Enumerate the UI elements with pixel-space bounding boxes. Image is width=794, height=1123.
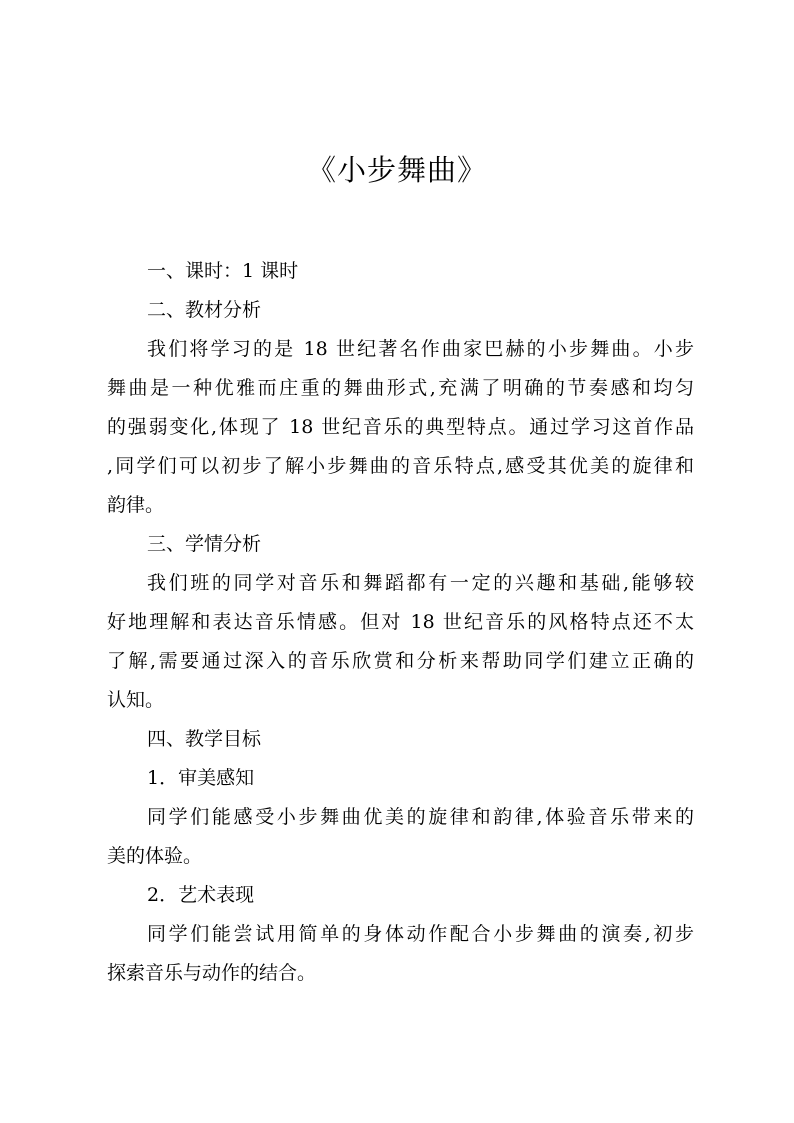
paragraph-line: 舞曲是一种优雅而庄重的舞曲形式,充满了明确的节奏感和均匀 (107, 377, 694, 399)
section-materials-paragraph (107, 330, 694, 525)
document-body (107, 252, 694, 993)
paragraph-line: 美的体验。 (107, 845, 203, 867)
paragraph-line: ,同学们可以初步了解小步舞曲的音乐特点,感受其优美的旋律和 (107, 455, 694, 477)
lesson-time: 一、课时：1 课时 (147, 260, 299, 282)
goal-label-aesthetic: 1．审美感知 (147, 767, 255, 789)
goal-artistic-paragraph (107, 915, 694, 993)
paragraph-line: 同学们能感受小步舞曲优美的旋律和韵律,体验音乐带来的 (147, 806, 694, 828)
paragraph-line: 认知。 (107, 689, 165, 711)
paragraph-line: 我们班的同学对音乐和舞蹈都有一定的兴趣和基础,能够较 (147, 572, 694, 594)
paragraph-line: 同学们能尝试用简单的身体动作配合小步舞曲的演奏,初步 (147, 923, 694, 945)
goal-aesthetic-paragraph (107, 798, 694, 876)
paragraph-line: 好地理解和表达音乐情感。但对 18 世纪音乐的风格特点还不太 (107, 611, 694, 633)
paragraph-line: 我们将学习的是 18 世纪著名作曲家巴赫的小步舞曲。小步 (147, 338, 694, 360)
paragraph-line: 的强弱变化,体现了 18 世纪音乐的典型特点。通过学习这首作品 (107, 416, 694, 438)
section-heading-goals: 四、教学目标 (147, 728, 262, 750)
paragraph-line: 了解,需要通过深入的音乐欣赏和分析来帮助同学们建立正确的 (107, 650, 694, 672)
section-heading-students: 三、学情分析 (147, 533, 262, 555)
document-title: 《小步舞曲》 (306, 153, 487, 187)
paragraph-line: 韵律。 (107, 494, 165, 516)
goal-label-artistic: 2．艺术表现 (147, 884, 255, 906)
section-heading-materials: 二、教材分析 (147, 299, 262, 321)
paragraph-line: 探索音乐与动作的结合。 (107, 962, 317, 984)
section-students-paragraph (107, 564, 694, 720)
